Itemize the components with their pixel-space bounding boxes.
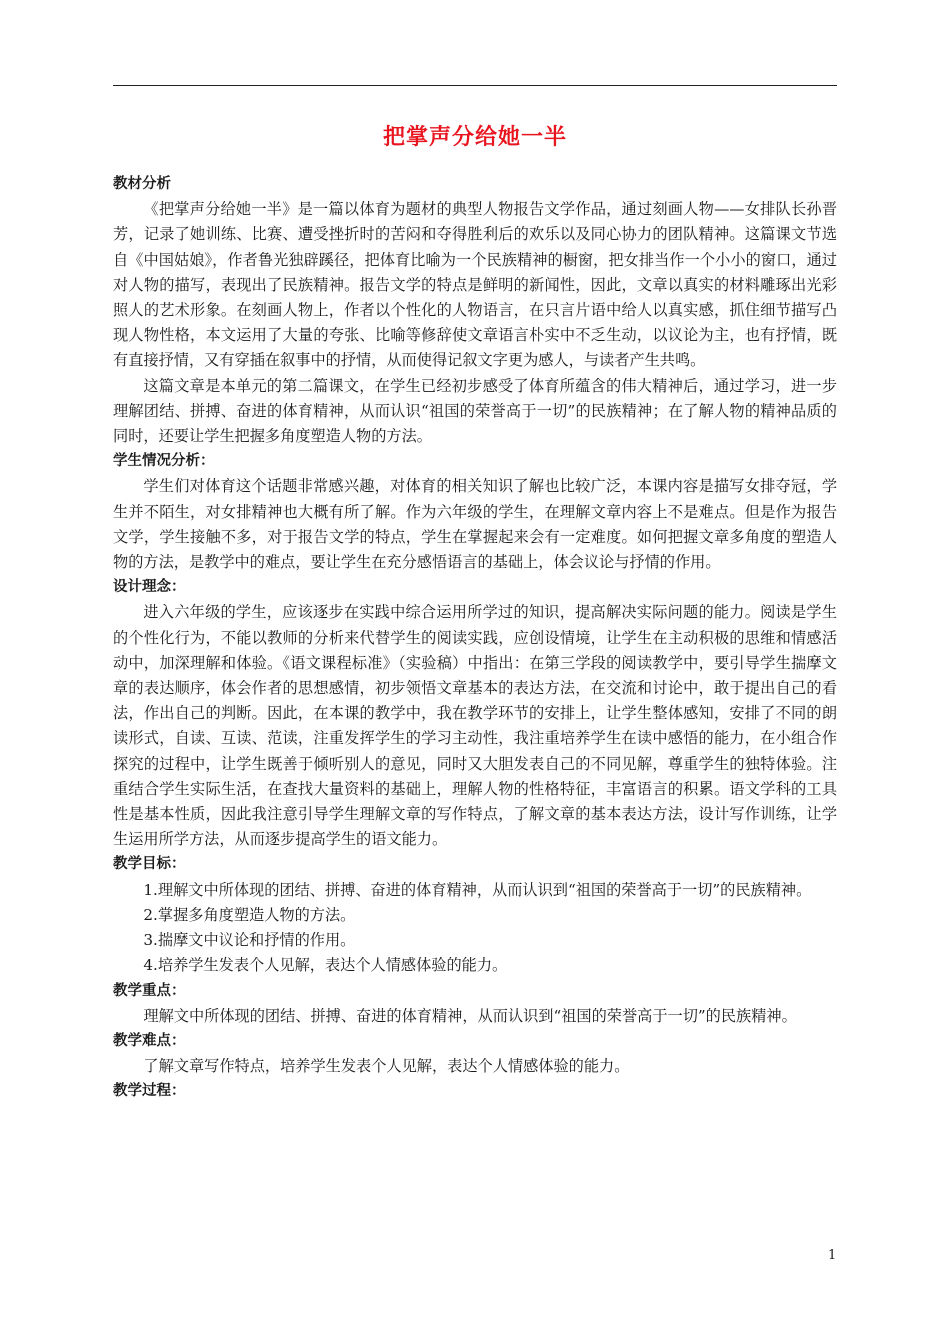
paragraph: 这篇文章是本单元的第二篇课文，在学生已经初步感受了体育所蕴含的伟大精神后，通过学习，进一步理解团结、拼搏、奋进的体育精神，从而认识“祖国的荣誉高于一切”的民族精神；在了解人物的精神品质的同时，还要让学生把握多角度塑造人物的方法。 [113, 376, 837, 446]
document-body [113, 172, 837, 1105]
section-heading: 教学过程： [113, 1083, 186, 1100]
paragraph: 进入六年级的学生，应该逐步在实践中综合运用所学过的知识，提高解决实际问题的能力。阅读是学生的个性化行为，不能以教师的分析来代替学生的阅读实践，应创设情境，让学生在主动积极的思维和情感活动中，加深理解和体验。《语文课程标准》（实验稿）中指出：在第三学段的阅读教学中，要引导学生揣摩文章的表达顺序，体会作者的思想感情，初步领悟文章基本的表达方法，在交流和讨论中，敢于提出自己的看法，作出自己的判断。因此，在本课的教学中，我在教学环节的安排上，让学生整体感知，安排了不同的朗读形式，自读、互读、范读，注重发挥学生的学习主动性，我注重培养学生在读中感悟的能力，在小组合作探究的过程中，让学生既善于倾听别人的意见，同时又大胆发表自己的不同见解，尊重学生的独特体验。注重结合学生实际生活，在查找大量资料的基础上，理解人物的性格特征，丰富语言的积累。语文学科的工具性是基本性质，因此我注意引导学生理解文章的写作特点，了解文章的基本表达方法，设计写作训练，让学生运用所学方法，从而逐步提高学生的语文能力。 [113, 603, 837, 849]
paragraph: 理解文中所体现的团结、拼搏、奋进的体育精神，从而认识到“祖国的荣誉高于一切”的民族精神。 [143, 1006, 797, 1025]
section-heading: 教学重点： [113, 982, 186, 999]
header-rule [113, 85, 837, 86]
section-key-points [113, 979, 837, 1029]
paragraph: 《把掌声分给她一半》是一篇以体育为题材的典型人物报告文学作品，通过刻画人物——女排队长孙晋芳，记录了她训练、比赛、遭受挫折时的苦闷和夺得胜利后的欢乐以及同心协力的团队精神。这篇课文节选自《中国姑娘》，作者鲁光独辟蹊径，把体育比喻为一个民族精神的橱窗，把女排当作一个小小的窗口，通过对人物的描写，表现出了民族精神。报告文学的特点是鲜明的新闻性，因此，文章以真实的材料雕琢出光彩照人的艺术形象。在刻画人物上，作者以个性化的人物语言，在只言片语中给人以真实感，抓住细节描写凸现人物性格，本文运用了大量的夸张、比喻等修辞使文章语言朴实中不乏生动，以议论为主，也有抒情，既有直接抒情，又有穿插在叙事中的抒情，从而使得记叙文字更为感人，与读者产生共鸣。 [113, 200, 837, 370]
section-teaching-process [113, 1079, 837, 1104]
paragraph: 学生们对体育这个话题非常感兴趣，对体育的相关知识了解也比较广泛，本课内容是描写女排夺冠，学生并不陌生，对女排精神也大概有所了解。作为六年级的学生，在理解文章内容上不是难点。但是作为报告文学，学生接触不多，对于报告文学的特点，学生在掌握起来会有一定难度。如何把握文章多角度的塑造人物的方法，是教学中的难点，要让学生在充分感悟语言的基础上，体会议论与抒情的作用。 [113, 477, 837, 572]
section-student-analysis [113, 449, 837, 575]
goal-item: 4.培养学生发表个人见解，表达个人情感体验的能力。 [143, 956, 508, 975]
goal-item: 2.掌握多角度塑造人物的方法。 [143, 905, 356, 924]
section-heading: 教学目标： [113, 856, 186, 873]
goal-item: 3.揣摩文中议论和抒情的作用。 [143, 931, 356, 950]
section-teaching-goals [113, 852, 837, 978]
section-heading: 学生情况分析： [113, 453, 215, 470]
paragraph: 了解文章写作特点，培养学生发表个人见解，表达个人情感体验的能力。 [143, 1057, 630, 1076]
section-textbook-analysis [113, 172, 837, 449]
section-heading: 教材分析 [113, 176, 171, 192]
goal-item: 1.理解文中所体现的团结、拼搏、奋进的体育精神，从而认识到“祖国的荣誉高于一切”的民族精神。 [143, 880, 812, 899]
section-heading: 教学难点： [113, 1032, 186, 1049]
section-difficulties [113, 1029, 837, 1079]
section-design-concept [113, 575, 837, 852]
document-title: 把掌声分给她一半 [382, 125, 567, 150]
page-number: 1 [828, 1248, 837, 1263]
section-heading: 设计理念： [113, 579, 186, 596]
